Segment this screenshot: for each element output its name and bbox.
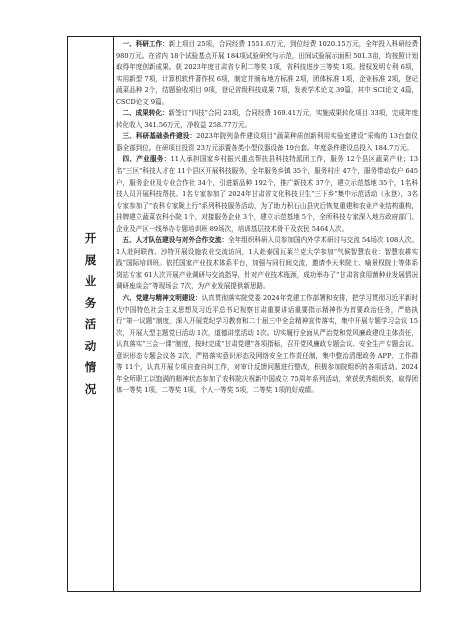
paragraph-text: 全年组织科研人员参加国内外学术研讨与交流 54场次 108人次。1人赴阿联酋、沙特开展设施农业交流访问，1人赴泰国瓦莱兰克大学参加“气候智慧农业：智慧农耕实践”国际培训班。依托国家产业技术体系平台，加强与同行间交流，邀请李天来院士、喻景权院士等体系岗站专家 61人次开展产业调研与交流指导，针对产业技术瓶颈，成功举办了“甘肃省食用菌种业发展情况调研座谈会”等现场会 7次，为产业发展提供新思路。 [116, 236, 418, 291]
paragraph-heading: 四、产业服务： [122, 155, 171, 164]
section-title-char: 开 [84, 231, 97, 245]
paragraph-text: 2023年院列条件建设项目“蔬菜种质创新利用实验室建设”采购的 13台套仪器全部到位。在研项目投资 23万元添置各类小型仪器设备 19台套。年度条件建设总投入 184.7万元。 [116, 132, 418, 152]
paragraph-text: 新上项目 25项，合同经费 1551.6万元，到位经费 1020.15万元，全年投入科研经费 980万元。在省内 18个试验基点开展 184项试验研究与示范，田间试验展示面积 501.3亩，均按照计划取得年度创新成果。获 2023年度甘肃省专利二等奖 1项，省科技进步三等奖 1项。授权发明专利 6项，实用新型 7项，计算机软件著作权 6项，制定并颁布地方标准 2项，团体标准 1项，企业标准 2项，登记蔬菜品种 2个，结题验收项目 9项，登记省级科技成果 7项，发表学术论文 39篇，其中 SCI论文 4篇，CSCD论文 9篇。 [116, 40, 418, 106]
section-title-char: 展 [84, 252, 97, 267]
section-title-char: 动 [84, 338, 97, 353]
paragraph-text: 新签订“四技”合同 23项，合同经费 169.41万元，实施成果转化项目 33项，完成年度转化收入 341.56万元，净收益 258.77万元。 [116, 109, 418, 129]
paragraph-text: 认真贯彻落实院党委 2024年党建工作部署和安排，把学习贯彻习近平新时代中国特色社会主义思想及习近平总书记视察甘肃重要讲话重要指示精神作为首要政治任务，严格执行“第一议题”制度，深入开展党纪学习教育和二十届三中全会精神宣传落实，集中开展专题学习会议 15次，开展大型主题党日活动 1次，道德讲堂活动 1次。切实履行全面从严治党和党风廉政建设主体责任，认真落实“三会一课”制度，按时完成“甘肃党建”各项指标，召开党风廉政专题会议、安全生产专题会议、意识形态专题会议各 2次，严格落实意识形态及网络安全工作责任制，集中整治清理政务 APP、工作群等 11个，认真开展专项自查自纠工作，对审计反馈问题进行整改，积极参加院组织的各项活动。2024年全所职工以饱满的精神状态参加了农科院庆祝新中国成立 75周年系列活动，荣获优秀组织奖，取得团体一等奖 1项，二等奖 1项，个人一等奖 5项，二等奖 1项的好成绩。 [116, 294, 418, 395]
paragraph-talent-cooperation [116, 235, 418, 293]
report-content [116, 39, 418, 591]
paragraph-text: 11人承担国家乡村振兴重点帮扶县科技特派团工作，服务 12个县区蔬菜产业；13名“三区”科技人才在 11个县区开展科技服务，全年服务乡镇 35个，服务村庄 47个，服务带动农户 645户，服务企业及专业合作社 34个，引进新品种 192个，推广新技术 37个，建立示范基地 35个，1名科技人员开展科技帮扶。1名专家参加了 2024年甘肃省文化科技卫生“三下乡”集中示范活动（永登），3名专家参加了“农科专家陇上行”系列科技服务活动，为了助力积石山县灾后恢复重建和农业产业结构重构，挂牌建立蔬菜农科小院 1个，对接服务企业 3个，建立示范基地 5个，全所科技专家深入地方政府部门、企业及产区一线举办专题培训班 89场次，培训基层技术骨干及农民 5464人次。 [116, 155, 418, 233]
section-title-char: 务 [84, 295, 97, 310]
paragraph-heading: 六、党建与精神文明建设： [122, 294, 202, 303]
paragraph-achievement-transfer [116, 108, 418, 131]
paragraph-industry-service [116, 154, 418, 235]
paragraph-heading: 二、成果转化： [122, 109, 169, 118]
paragraph-party-building [116, 293, 418, 397]
paragraph-heading: 五、人才队伍建设与对外合作交流： [122, 236, 229, 245]
section-title-column [68, 37, 114, 591]
section-title-char: 业 [84, 274, 97, 288]
paragraph-heading: 一、科研工作： [122, 40, 169, 48]
activity-report-table [67, 36, 421, 592]
paragraph-heading: 三、科研基础条件建设： [122, 132, 197, 141]
paragraph-research [116, 39, 418, 108]
section-title-char: 活 [84, 317, 97, 331]
section-title-char: 情 [84, 360, 97, 374]
section-title-char: 况 [84, 381, 97, 396]
paragraph-infrastructure [116, 131, 418, 154]
